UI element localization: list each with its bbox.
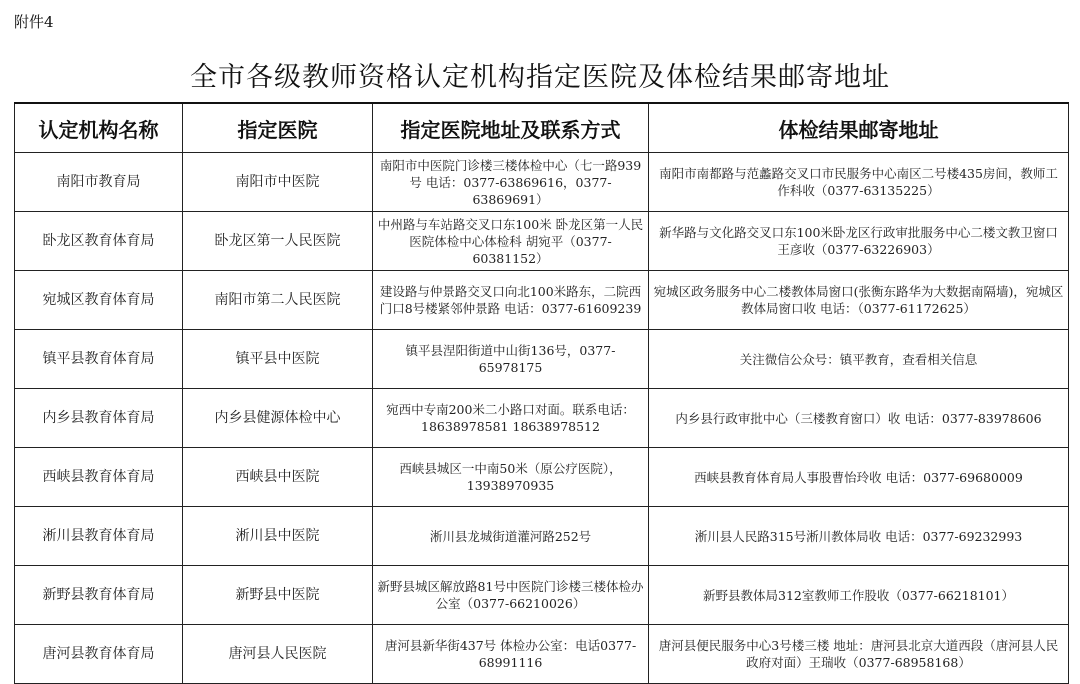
table-body	[15, 153, 1069, 684]
agency-cell: 西峡县教育体育局	[15, 448, 183, 507]
table-row	[15, 566, 1069, 625]
table-row	[15, 448, 1069, 507]
hospital-address-cell: 西峡县城区一中南50米（原公疗医院），13938970935	[373, 448, 649, 507]
hospital-address-cell: 新野县城区解放路81号中医院门诊楼三楼体检办公室（0377-66210026）	[373, 566, 649, 625]
header-mailing-address: 体检结果邮寄地址	[649, 103, 1069, 153]
hospital-address-cell: 建设路与仲景路交叉口向北100米路东，二院西门口8号楼紧邻仲景路 电话：0377-61609239	[373, 271, 649, 330]
mailing-address-cell: 南阳市南都路与范蠡路交叉口市民服务中心南区二号楼435房间，教师工作科收（0377-63135225）	[649, 153, 1069, 212]
document-title: 全市各级教师资格认定机构指定医院及体检结果邮寄地址	[190, 62, 890, 93]
hospital-address-cell: 唐河县新华街437号 体检办公室：电话0377-68991116	[373, 625, 649, 684]
agency-cell: 卧龙区教育体育局	[15, 212, 183, 271]
agency-cell: 宛城区教育体育局	[15, 271, 183, 330]
mailing-address-cell: 新野县教体局312室教师工作股收（0377-66218101）	[649, 566, 1069, 625]
agency-cell: 淅川县教育体育局	[15, 507, 183, 566]
agency-cell: 南阳市教育局	[15, 153, 183, 212]
mailing-address-cell: 西峡县教育体育局人事股曹怡玲收 电话：0377-69680009	[649, 448, 1069, 507]
mailing-address-cell: 淅川县人民路315号淅川教体局收 电话：0377-69232993	[649, 507, 1069, 566]
table-row	[15, 212, 1069, 271]
hospital-address-cell: 中州路与车站路交叉口东100米 卧龙区第一人民医院体检中心体检科 胡宛平（0377-60381152）	[373, 212, 649, 271]
hospital-cell: 镇平县中医院	[183, 330, 373, 389]
hospital-table	[14, 102, 1069, 684]
hospital-cell: 内乡县健源体检中心	[183, 389, 373, 448]
hospital-cell: 南阳市中医院	[183, 153, 373, 212]
hospital-cell: 南阳市第二人民医院	[183, 271, 373, 330]
hospital-cell: 卧龙区第一人民医院	[183, 212, 373, 271]
table-row	[15, 507, 1069, 566]
mailing-address-cell: 内乡县行政审批中心（三楼教育窗口）收 电话：0377-83978606	[649, 389, 1069, 448]
table-row	[15, 389, 1069, 448]
hospital-address-cell: 淅川县龙城街道灌河路252号	[373, 507, 649, 566]
header-hospital-address: 指定医院地址及联系方式	[373, 103, 649, 153]
agency-cell: 镇平县教育体育局	[15, 330, 183, 389]
table-row	[15, 330, 1069, 389]
mailing-address-cell: 唐河县便民服务中心3号楼三楼 地址：唐河县北京大道西段（唐河县人民政府对面）王瑞收（0377-68958168）	[649, 625, 1069, 684]
header-hospital: 指定医院	[183, 103, 373, 153]
attachment-label: 附件4	[14, 13, 54, 31]
hospital-cell: 唐河县人民医院	[183, 625, 373, 684]
mailing-address-cell: 新华路与文化路交叉口东100米卧龙区行政审批服务中心二楼文教卫窗口王彦收（0377-63226903）	[649, 212, 1069, 271]
hospital-address-cell: 镇平县涅阳街道中山街136号，0377-65978175	[373, 330, 649, 389]
mailing-address-cell: 宛城区政务服务中心二楼教体局窗口(张衡东路华为大数据南隔墙)，宛城区教体局窗口收 电话：（0377-61172625）	[649, 271, 1069, 330]
table-row	[15, 625, 1069, 684]
hospital-cell: 新野县中医院	[183, 566, 373, 625]
table-row	[15, 271, 1069, 330]
agency-cell: 唐河县教育体育局	[15, 625, 183, 684]
hospital-cell: 西峡县中医院	[183, 448, 373, 507]
hospital-address-cell: 南阳市中医院门诊楼三楼体检中心（七一路939号 电话：0377-63869616，0377-63869691）	[373, 153, 649, 212]
mailing-address-cell: 关注微信公众号：镇平教育，查看相关信息	[649, 330, 1069, 389]
header-agency: 认定机构名称	[15, 103, 183, 153]
hospital-cell: 淅川县中医院	[183, 507, 373, 566]
table-row	[15, 153, 1069, 212]
agency-cell: 内乡县教育体育局	[15, 389, 183, 448]
agency-cell: 新野县教育体育局	[15, 566, 183, 625]
hospital-address-cell: 宛西中专南200米二小路口对面。联系电话：18638978581 18638978512	[373, 389, 649, 448]
table-header-row	[15, 103, 1069, 153]
